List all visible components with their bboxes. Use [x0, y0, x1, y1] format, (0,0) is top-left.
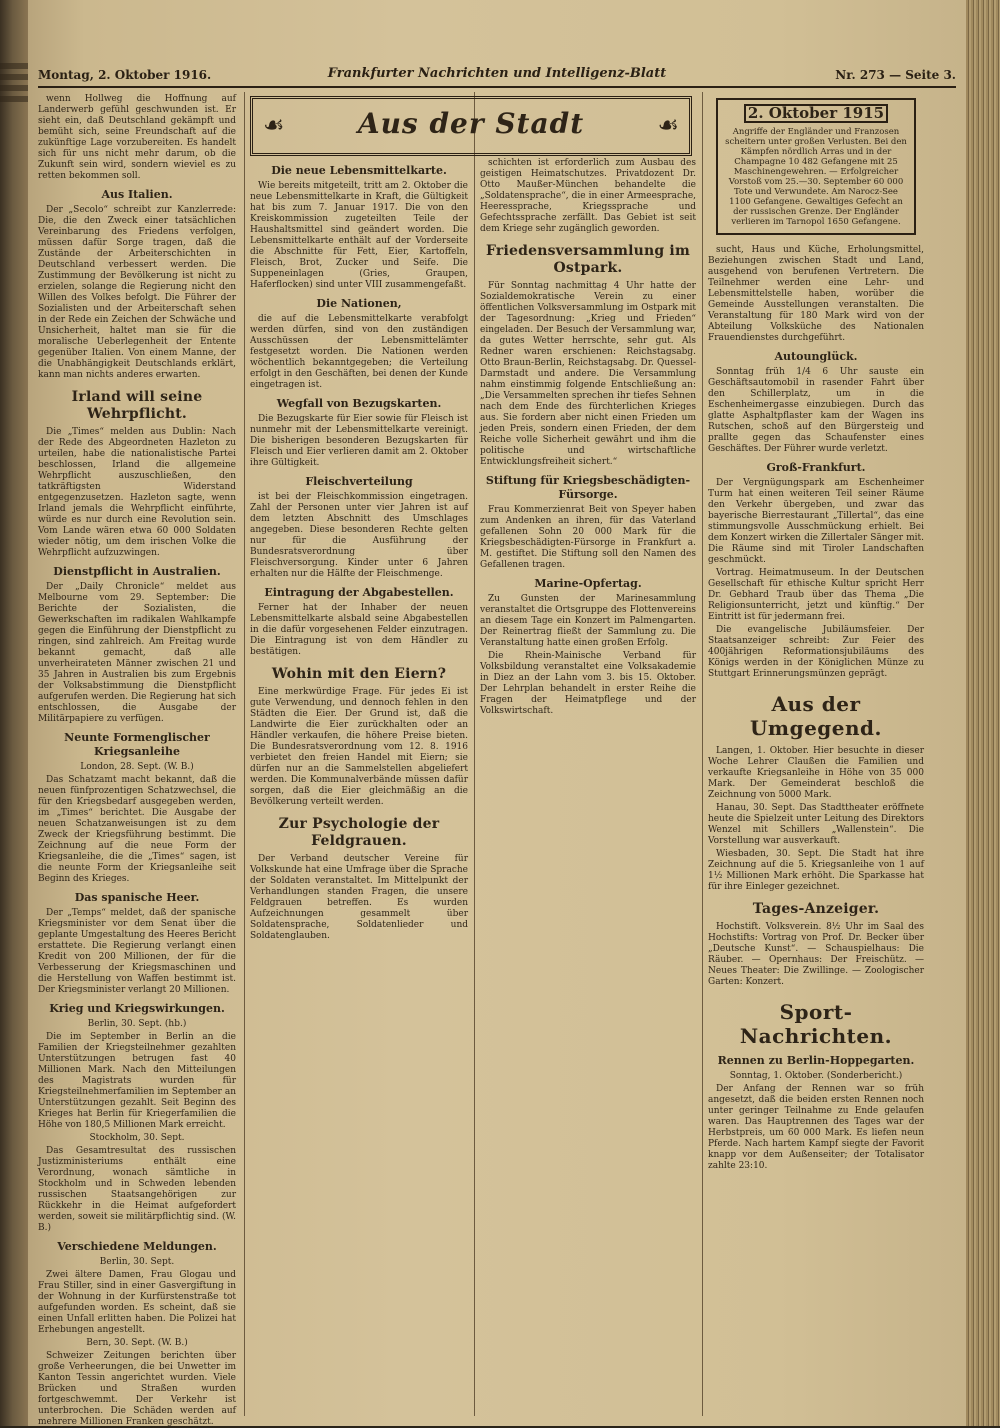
article-text: Das Schatzamt macht bekannt, daß die neuen fünfprozentigen Schatzwechsel, die für den Kriegsbedarf ausgegeben werden, im „Times“ berichtet. Die Ausgabe der neuen Schatzanweisungen ist zu dem Zweck der Kriegsführung bestimmt. Die Zeichnung auf die neue Form der Kriegsanleihe, die die „Times“ sagen, ist die neunte Form der Kriegsanleihe seit Beginn des Krieges. — [38, 775, 236, 884]
dateline: Stockholm, 30. Sept. — [89, 1133, 185, 1143]
dateline: Bern, 30. Sept. (W. B.) — [86, 1338, 188, 1348]
section-heading: Sport-Nachrichten. — [739, 1000, 893, 1048]
article-heading: Krieg und Kriegswirkungen. — [49, 1002, 225, 1015]
article-text: Die „Times“ melden aus Dublin: Nach der Rede des Abgeordneten Hazleton zu urteilen, habe die nationalistische Partei beschlossen, Irland die allgemeine Wehrpflicht auszuschließen, den tatkräftigsten Widerstand entgegenzusetzen. Hazleton sagte, wenn Irland jemals die Wehrpflicht einführte, würde es nur durch eine Revolution sein. Vom Lande wären etwa 60 000 Soldaten wieder nötig, um dem irischen Volke die Wehrpflicht aufzuzwingen. — [38, 427, 236, 558]
article-text: Sonntag früh 1/4 6 Uhr sauste ein Geschäftsautomobil in rasender Fahrt über den Schillerplatz, um in die Eschenheimergasse einzubiegen. Durch das glatte Asphaltpflaster kam der Wagen ins Rutschen, schoß auf den Bürgersteig und prallte gegen das Schaufenster eines Geschäftes. Der Führer wurde verletzt. — [708, 367, 924, 454]
dateline: Berlin, 30. Sept. (hb.) — [87, 1019, 187, 1029]
anniversary-text: Angriffe der Engländer und Franzosen scheitern unter großen Verlusten. Bei den Kämpfen nördlich Arras und in der Champagne 10 482 Gefangene mit 25 Maschinengewehren. — Erfolgreicher Vorstoß vom 25.—30. September 60 000 Tote und Verwundete. Am Narocz-See 1100 Gefangene. Gewaltiges Gefecht an der russischen Grenze. Der Engländer verlieren im Tarnopol 1650 Gefangene. — [725, 127, 907, 227]
article-text: Ferner hat der Inhaber der neuen Lebensmittelkarte alsbald seine Abgabestellen in die dafür vorgesehenen Felder einzutragen. Die Eintragung ist von dem Händler zu bestätigen. — [250, 603, 468, 657]
article-heading: Groß-Frankfurt. — [766, 461, 866, 474]
article-text: Der Vergnügungspark am Eschenheimer Turm hat einen weiteren Teil seiner Räume den Verkehr übergeben, und zwar das bayerische Bierrestaurant „Tillertal“, das eine stimmungsvolle Ausschmückung erhielt. Bei dem Konzert wirken die Zillertaler Sänger mit. Die Räume sind mit Tiroler Landschaften geschmückt. — [708, 478, 924, 565]
article-text: Der Anfang der Rennen war so früh angesetzt, daß die beiden ersten Rennen noch unter geringer Teilnahme zu Ende gelaufen waren. Das Hauptrennen des Tages war der Herbstpreis, um 60 000 Mark. Es liefen neun Pferde. Nach hartem Kampf siegte der Favorit knapp vor dem Außenseiter; der Totalisator zahlte 23:10. — [708, 1084, 924, 1171]
column-divider — [244, 92, 245, 1416]
article-text: Wie bereits mitgeteilt, tritt am 2. Oktober die neue Lebensmittelkarte in Kraft, die Gültigkeit hat bis zum 7. Januar 1917. Die von den Kreiskommission zugeteilten Teile der Haushaltsmittel sind geändert worden. Die Lebensmittelkarte enthält auf der Vorderseite die Abschnitte für Fett, Eier, Kartoffeln, Fleisch, Brot, Zucker und Seife. Die Suppeneinlagen (Gries, Graupen, Haferflocken) sind unter VIII zusammengefaßt. — [250, 181, 468, 290]
article-text: Hanau, 30. Sept. Das Stadttheater eröffnete heute die Spielzeit unter Leitung des Direktors Wenzel mit Schillers „Wallenstein“. Die Vorstellung war ausverkauft. — [708, 803, 924, 846]
article-heading: Neunte Formenglischer Kriegsanleihe — [64, 731, 210, 758]
article-heading: Wegfall von Bezugskarten. — [276, 397, 442, 410]
article-heading: Fleischverteilung — [305, 475, 413, 488]
article-heading: Aus Italien. — [101, 188, 173, 201]
article-heading: Das spanische Heer. — [74, 891, 200, 904]
section-banner-wrap — [248, 94, 694, 166]
column-3 — [480, 158, 696, 1418]
article-text: ist bei der Fleischkommission eingetragen. Zahl der Personen unter vier Jahren ist auf dem letzten Abschnitt des Umschlages angegeben. Diese besonderen Rechte gelten nur für die Ausführung der Bundesratsverordnung über Fleischversorgung. Kinder unter 6 Jahren erhalten nur die Hälfte der Fleischmenge. — [250, 492, 468, 579]
article-text: Wiesbaden, 30. Sept. Die Stadt hat ihre Zeichnung auf die 5. Kriegsanleihe von 1 auf 1½ Millionen Mark erhöht. Die Sparkasse hat für ihre Einleger gezeichnet. — [708, 849, 924, 892]
article-text: Schweizer Zeitungen berichten über große Verheerungen, die bei Unwetter im Kanton Tessin angerichtet wurden. Viele Brücken und Straßen wurden fortgeschwemmt. Der Verkehr ist unterbrochen. Die Schäden werden auf mehrere Millionen Franken geschätzt. — [38, 1351, 236, 1427]
article-text: Die Bezugskarte für Eier sowie für Fleisch ist nunmehr mit der Lebensmittelkarte vereinigt. Die bisherigen besonderen Bezugskarten für Fleisch und Eier verlieren damit am 2. Oktober ihre Gültigkeit. — [250, 414, 468, 468]
article-text: Der Verband deutscher Vereine für Volkskunde hat eine Umfrage über die Sprache der Soldaten veranstaltet. Im Mittelpunkt der Verhandlungen standen Fragen, die unsere Feldgrauen betreffen. Es wurden Aufzeichnungen gesammelt über Soldatensprache, Soldatenlieder und Soldatenglauben. — [250, 854, 468, 941]
column-4 — [708, 94, 924, 1418]
article-text: Langen, 1. Oktober. Hier besuchte in dieser Woche Lehrer Claußen die Familien und verkaufte Kriegsanleihe in Höhe von 35 000 Mark. Der Gemeinderat beschloß die Zeichnung von 5000 Mark. — [708, 746, 924, 800]
article-text: Der „Daily Chronicle“ meldet aus Melbourne vom 29. September: Die Berichte der Sozialisten, die Gewerkschaften im radikalen Wahlkampfe gegen die Einführung der Dienstpflicht zu ringen, sind zahlreich. Am Freitag wurde bekannt gemacht, daß alle unverheirateten Männer zwischen 21 und 35 Jahren in Australien bis zum Ergebnis der Volksabstimmung die Dienstpflicht aufgerufen werden. Die Regierung hat sich entschlossen, die Ausgabe der Militärpapiere zu verfügen. — [38, 582, 236, 724]
column-1 — [38, 94, 236, 1427]
article-text: Zu Gunsten der Marinesammlung veranstaltet die Ortsgruppe des Flottenvereins an diesem Tage ein Konzert im Palmengarten. Der Reinertrag fließt der Sammlung zu. Die Veranstaltung hatte einen großen Erfolg. — [480, 594, 696, 648]
article-text: Hochstift. Volksverein. 8½ Uhr im Saal des Hochstifts: Vortrag von Prof. Dr. Becker über „Deutsche Kunst“. — Schauspielhaus: Die Räuber. — Opernhaus: Der Freischütz. — Neues Theater: Die Zwillinge. — Zoologischer Garten: Konzert. — [708, 922, 924, 987]
anniversary-date: 2. Oktober 1915 — [744, 104, 888, 123]
article-text: die auf die Lebensmittelkarte verabfolgt werden dürfen, sind von den zuständigen Ausschüssen der Lebensmittelämter festgesetzt worden. Die Nationen werden wöchentlich bekanntgegeben; die Verteilung erfolgt in den Geschäften, bei denen der Kunde eingetragen ist. — [250, 314, 468, 390]
dateline: Sonntag, 1. Oktober. (Sonderbericht.) — [729, 1071, 903, 1081]
section-heading: Tages-Anzeiger. — [752, 901, 880, 917]
article-text: schichten ist erforderlich zum Ausbau des geistigen Heimatschutzes. Privatdozent Dr. Otto Maußer-München behandelte die „Soldatensprache“, die in einer Armeesprache, Heeressprache, Kriegssprache und Gefechtssprache zerfällt. Das Gebiet ist seit dem Kriege sehr zugänglich geworden. — [480, 158, 696, 234]
section-heading: Aus der Umgegend. — [749, 692, 882, 740]
ornament-icon: ☙ — [263, 111, 285, 139]
article-text: Die Rhein-Mainische Verband für Volksbildung veranstaltet eine Volksakademie in Diez an der Lahn vom 3. bis 15. Oktober. Der Lehrplan behandelt in erster Reihe die Fragen der Heimatpflege und der Volkswirtschaft. — [480, 651, 696, 716]
article-heading: Rennen zu Berlin-Hoppegarten. — [717, 1054, 915, 1067]
header-date: Montag, 2. Oktober 1916. — [38, 68, 212, 82]
dateline: London, 28. Sept. (W. B.) — [80, 762, 194, 772]
newspaper-page — [28, 0, 966, 1426]
article-text: Der „Temps“ meldet, daß der spanische Kriegsminister vor dem Senat über die geplante Umgestaltung des Heeres Bericht erstattete. Die Regierung verlangt einen Kredit von 200 Millionen, der für die Verbesserung der Kriegsmaschinen und die Herstellung von Waffen bestimmt ist. Der Kriegsminister verlangt 20 Millionen. — [38, 908, 236, 995]
article-heading: Eintragung der Abgabestellen. — [264, 586, 454, 599]
article-heading: Friedensversammlung im Ostpark. — [486, 243, 690, 276]
anniversary-box — [716, 98, 916, 235]
header-issue: Nr. 273 — Seite 3. — [835, 68, 956, 82]
header-rule — [38, 86, 956, 88]
article-heading: Irland will seine Wehrpflicht. — [71, 389, 203, 422]
article-text: wenn Hollweg die Hoffnung auf Landerwerb gefühl geschwunden ist. Er sieht ein, daß Deutschland gekämpft und bemüht sich, seine Freundschaft auf die zukünftige Lage vorzubereiten. Es handelt sich für uns nicht mehr darum, ob die Zukunft sein wird, sondern wieviel es zu retten bekommen soll. — [38, 94, 236, 181]
article-text: Vortrag. Heimatmuseum. In der Deutschen Gesellschaft für ethische Kultur spricht Herr Dr. Gebhard Traub über das Thema „Die Religionsunterricht, jetzt und künftig.“ Der Eintritt ist für jedermann frei. — [708, 568, 924, 622]
article-heading: Marine-Opfertag. — [534, 577, 642, 590]
article-text: Der „Secolo“ schreibt zur Kanzlerrede: Die, die den Zweck einer tatsächlichen Vereinbarung des Friedens verfolgen, müssen dafür Sorge tragen, daß die Zustände der Arbeiterschichten in Deutschland verbessert werden. Die Zustimmung der Bevölkerung ist nicht zu erzielen, solange die Regierung nicht den Willen des Volkes befolgt. Die Führer der Sozialisten und der Arbeiterschaft sehen in der Rede ein Zeichen der Schwäche und Unsicherheit, haltet man sie für die moralische Ueberlegenheit der Entente gegenüber Italien. Von einem Manne, der die Unabhängigkeit Deutschlands erklärt, kann man nichts anderes erwarten. — [38, 205, 236, 380]
ornament-icon: ☙ — [657, 111, 679, 139]
section-banner — [250, 96, 692, 156]
article-text: sucht, Haus und Küche, Erholungsmittel, Beziehungen zwischen Stadt und Land, ausgehend von berufenen Vertretern. Die Teilnehmer werden eine Lehr- und Lebensmittelstelle haben, worüber die Gemeinde Ausstellungen veranstalten. Die Veranstaltung für 180 Mark wird von der Abteilung Volksküche des Nationalen Frauendienstes durchgeführt. — [708, 245, 924, 343]
article-heading: Zur Psychologie der Feldgrauen. — [278, 816, 440, 849]
article-text: Die im September in Berlin an die Familien der Kriegsteilnehmer gezahlten Unterstützungen betrugen fast 40 Millionen Mark. Nach den Mitteilungen des Magistrats wurden für Kriegsteilnehmerfamilien im September an Unterstützungen gezahlt. Seit Beginn des Krieges hat Berlin für Kriegerfamilien die Höhe von 180,5 Millionen Mark erreicht. — [38, 1032, 236, 1130]
article-heading: Dienstpflicht in Australien. — [53, 565, 221, 578]
newspaper-name: Frankfurter Nachrichten und Intelligenz-Blatt — [327, 66, 667, 81]
article-text: Zwei ältere Damen, Frau Glogau und Frau Stiller, sind in einer Gasvergiftung in der Wohnung in der Kurfürstenstraße tot aufgefunden worden. Es scheint, daß sie einen Unfall erlitten haben. Die Polizei hat Erhebungen angestellt. — [38, 1270, 236, 1335]
article-heading: Wohin mit den Eiern? — [271, 666, 447, 682]
article-heading: Verschiedene Meldungen. — [57, 1240, 217, 1253]
section-title: Aus der Stadt — [357, 107, 585, 140]
column-2 — [250, 158, 468, 1418]
article-heading: Stiftung für Kriegsbeschädigten-Fürsorge. — [485, 474, 691, 501]
article-text: Frau Kommerzienrat Beit von Speyer haben zum Andenken an ihren, für das Vaterland gefallenen Sohn 20 000 Mark für die Kriegsbeschädigten-Fürsorge in Frankfurt a. M. gestiftet. Die Stiftung soll den Namen des Gefallenen tragen. — [480, 505, 696, 570]
column-divider — [474, 92, 475, 1416]
article-heading: Die Nationen, — [316, 297, 402, 310]
article-text: Für Sonntag nachmittag 4 Uhr hatte der Sozialdemokratische Verein zu einer öffentlichen Volksversammlung im Ostpark mit der Tagesordnung: „Krieg und Frieden“ eingeladen. Der Besuch der Versammlung war, da gutes Wetter herrschte, sehr gut. Als Redner waren erschienen: Reichstagsabg. Otto Braun-Berlin, Reichstagsabg. Dr. Quessel-Darmstadt und andere. Die Versammlung nahm einstimmig folgende Entschließung an: „Die Versammelten sprechen ihr tiefes Sehnen nach dem Ende des fürchterlichen Krieges aus. Sie fordern aber nicht einen Frieden um jeden Preis, sondern einen Frieden, der dem Reiche volle Sicherheit gewährt und ihm die politische und wirtschaftliche Entwicklungsfreiheit sichert.“ — [480, 281, 696, 467]
article-text: Eine merkwürdige Frage. Für jedes Ei ist gute Verwendung, und dennoch fehlen in den Städten die Eier. Der Grund ist, daß die Landwirte die Eier zurückhalten oder an Händler verkaufen, die höhere Preise bieten. Die Bundesratsverordnung vom 12. 8. 1916 verbietet den freien Handel mit Eiern; sie dürfen nur an die Sammelstellen abgeliefert werden. Die Kommunalverbände müssen dafür sorgen, daß die Eier gleichmäßig an die Bevölkerung verteilt werden. — [250, 687, 468, 807]
page-header — [38, 64, 956, 86]
article-text: Das Gesamtresultat des russischen Justizministeriums enthält eine Verordnung, wonach sämtliche in Stockholm und in Schweden lebenden russischen Staatsangehörigen zur Rückkehr in die Heimat aufgefordert werden, soweit sie militärpflichtig sind. (W. B.) — [38, 1146, 236, 1233]
book-page-edges — [966, 0, 1000, 1426]
column-divider — [702, 92, 703, 1416]
adjacent-page-strip — [0, 60, 30, 1426]
article-heading: Autounglück. — [774, 350, 858, 363]
article-heading: Die neue Lebensmittelkarte. — [271, 164, 447, 177]
dateline: Berlin, 30. Sept. — [99, 1257, 175, 1267]
article-text: Die evangelische Jubiläumsfeier. Der Staatsanzeiger schreibt: Zur Feier des 400jährigen Reformationsjubiläums des Königs werden in der Königlichen Münze zu Stuttgart Erinnerungsmünzen geprägt. — [708, 625, 924, 679]
